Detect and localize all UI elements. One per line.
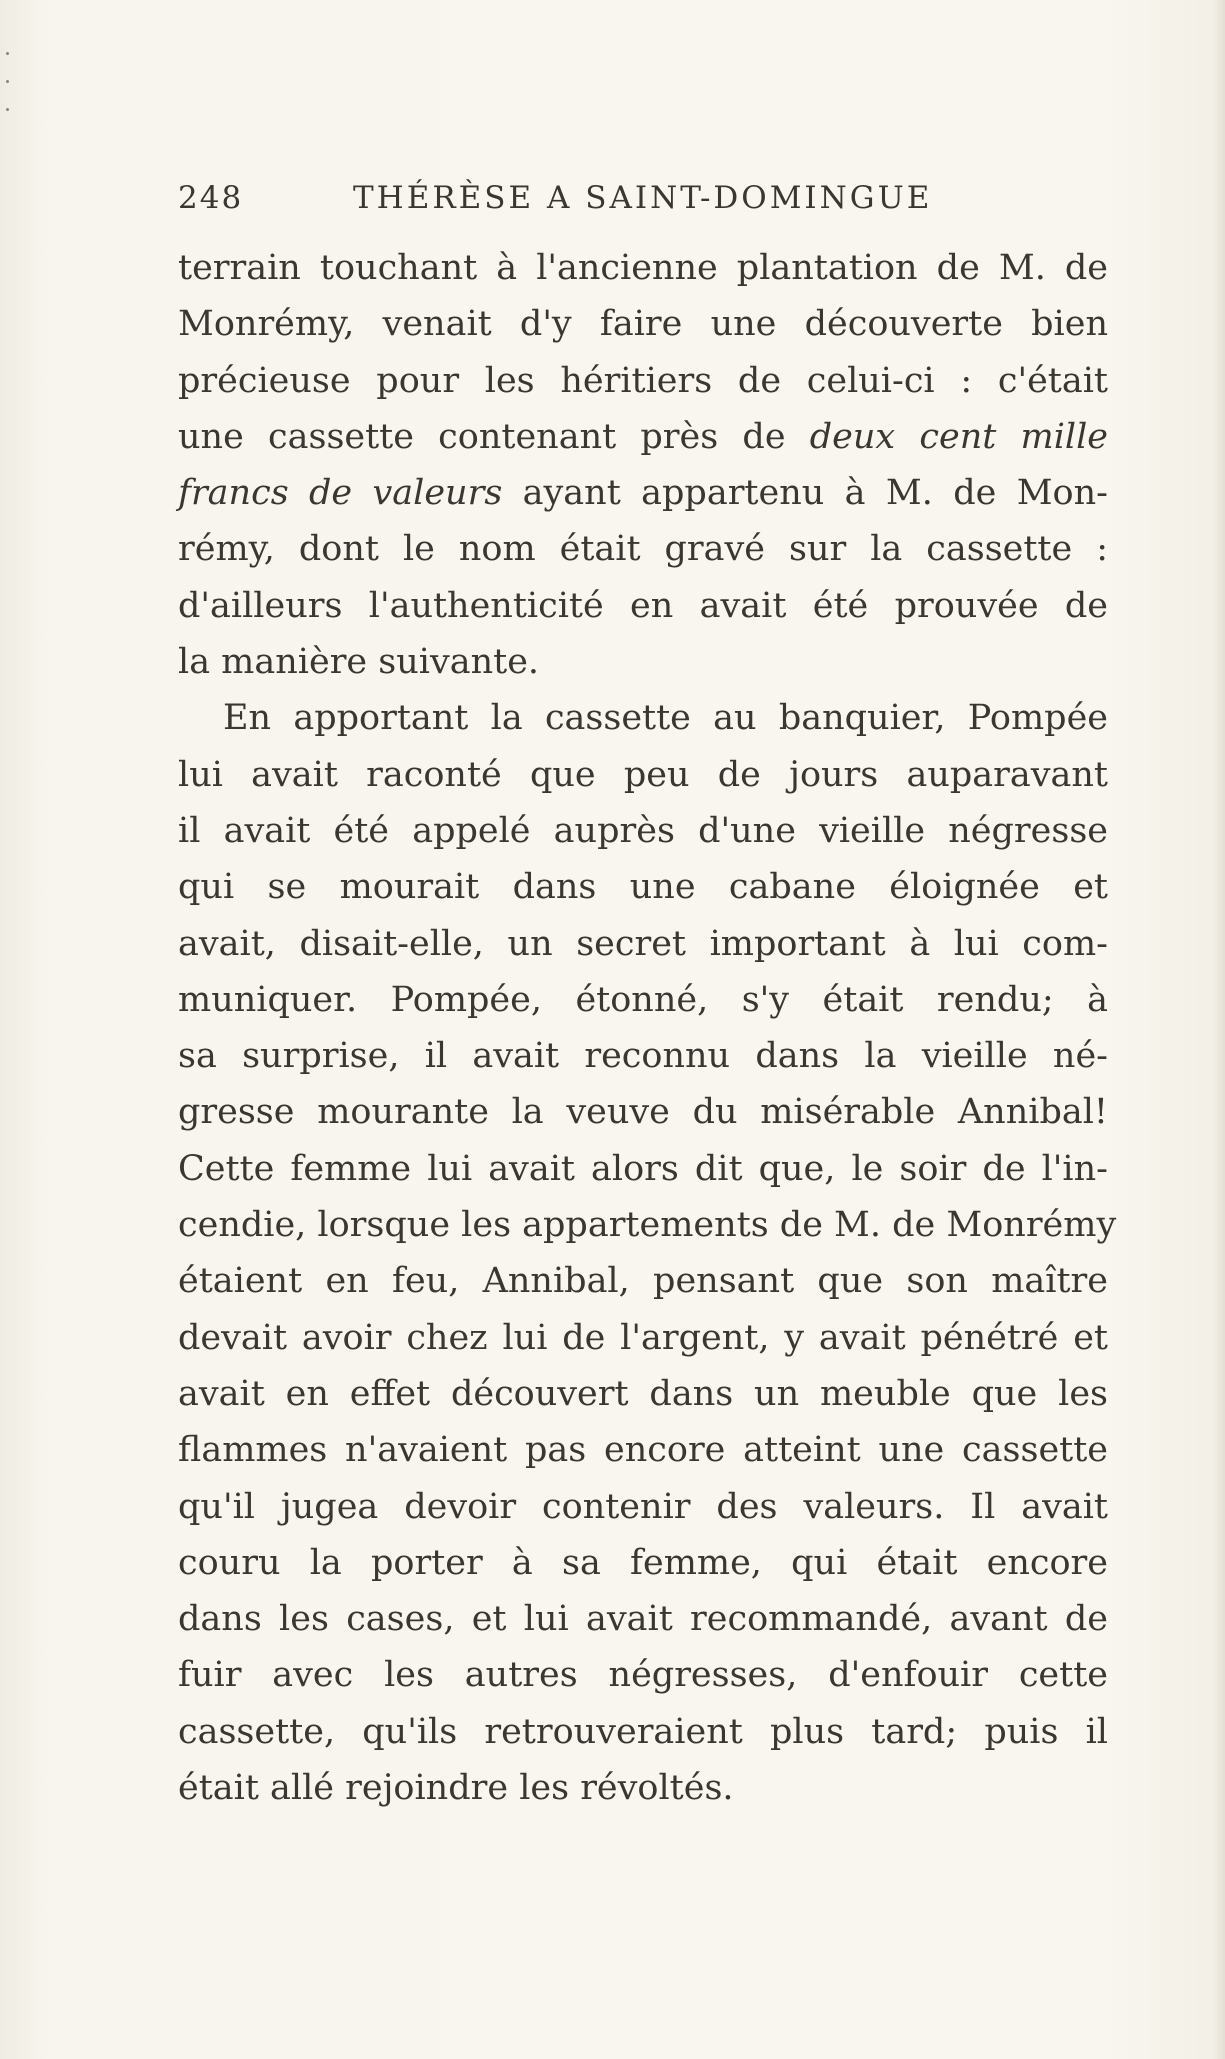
scan-speck xyxy=(6,52,9,55)
text-line xyxy=(178,465,1108,521)
text-line: devait avoir chez lui de l'argent, y avait pénétré et xyxy=(178,1317,1108,1358)
page-number: 248 xyxy=(178,180,244,216)
text-line: d'ailleurs l'authenticité en avait été prouvée de xyxy=(178,585,1108,626)
text-line: couru la porter à sa femme, qui était encore xyxy=(178,1542,1108,1583)
text-line: rémy, dont le nom était gravé sur la cassette : xyxy=(178,529,1108,570)
text-segment: une cassette contenant près de xyxy=(178,416,810,457)
text-line: qu'il jugea devoir contenir des valeurs. Il avait xyxy=(178,1486,1108,1527)
italic-phrase: deux cent mille xyxy=(809,416,1108,457)
running-head xyxy=(178,176,1108,220)
paragraph xyxy=(178,690,1117,1816)
text-line: il avait été appelé auprès d'une vieille négresse xyxy=(178,810,1108,851)
italic-phrase: francs de valeurs xyxy=(178,473,503,514)
text-line: terrain touchant à l'ancienne plantation de M. de xyxy=(178,248,1108,288)
text-line: muniquer. Pompée, étonné, s'y était rendu; à xyxy=(178,979,1108,1020)
text-line: avait en effet découvert dans un meuble que les xyxy=(178,1373,1108,1414)
text-line: étaient en feu, Annibal, pensant que son maître xyxy=(178,1261,1108,1302)
text-segment: ayant appartenu à M. de Mon- xyxy=(502,473,1108,514)
text-line xyxy=(178,409,1108,465)
scan-speck xyxy=(6,80,9,83)
text-line: flammes n'avaient pas encore atteint une cassette xyxy=(178,1430,1108,1471)
book-title: THÉRÈSE A SAINT-DOMINGUE xyxy=(353,180,933,216)
text-line: dans les cases, et lui avait recommandé, avant de xyxy=(178,1599,1108,1640)
paragraph-continuation xyxy=(178,240,1108,690)
text-line: était allé rejoindre les révoltés. xyxy=(178,1768,734,1809)
text-line: Cette femme lui avait alors dit que, le soir de l'in- xyxy=(178,1148,1108,1189)
scan-speck xyxy=(6,108,9,111)
text-line: sa surprise, il avait reconnu dans la vieille né- xyxy=(178,1036,1108,1077)
text-line: gresse mourante la veuve du misérable Annibal! xyxy=(178,1092,1108,1133)
text-line: précieuse pour les héritiers de celui-ci : c'était xyxy=(178,360,1108,401)
text-line: la manière suivante. xyxy=(178,642,540,683)
text-line: En apportant la cassette au banquier, Pompée xyxy=(223,698,1108,739)
text-line: Monrémy, venait d'y faire une découverte bien xyxy=(178,304,1108,345)
body-text xyxy=(178,240,1117,1816)
text-line: cassette, qu'ils retrouveraient plus tard; puis il xyxy=(178,1711,1108,1752)
text-line: cendie, lorsque les appartements de M. de Monrémy xyxy=(178,1205,1117,1246)
text-line: fuir avec les autres négresses, d'enfouir cette xyxy=(178,1655,1108,1696)
text-line: avait, disait-elle, un secret important à lui com- xyxy=(178,923,1108,964)
text-line: lui avait raconté que peu de jours auparavant xyxy=(178,754,1108,795)
text-line: qui se mourait dans une cabane éloignée et xyxy=(178,867,1108,908)
